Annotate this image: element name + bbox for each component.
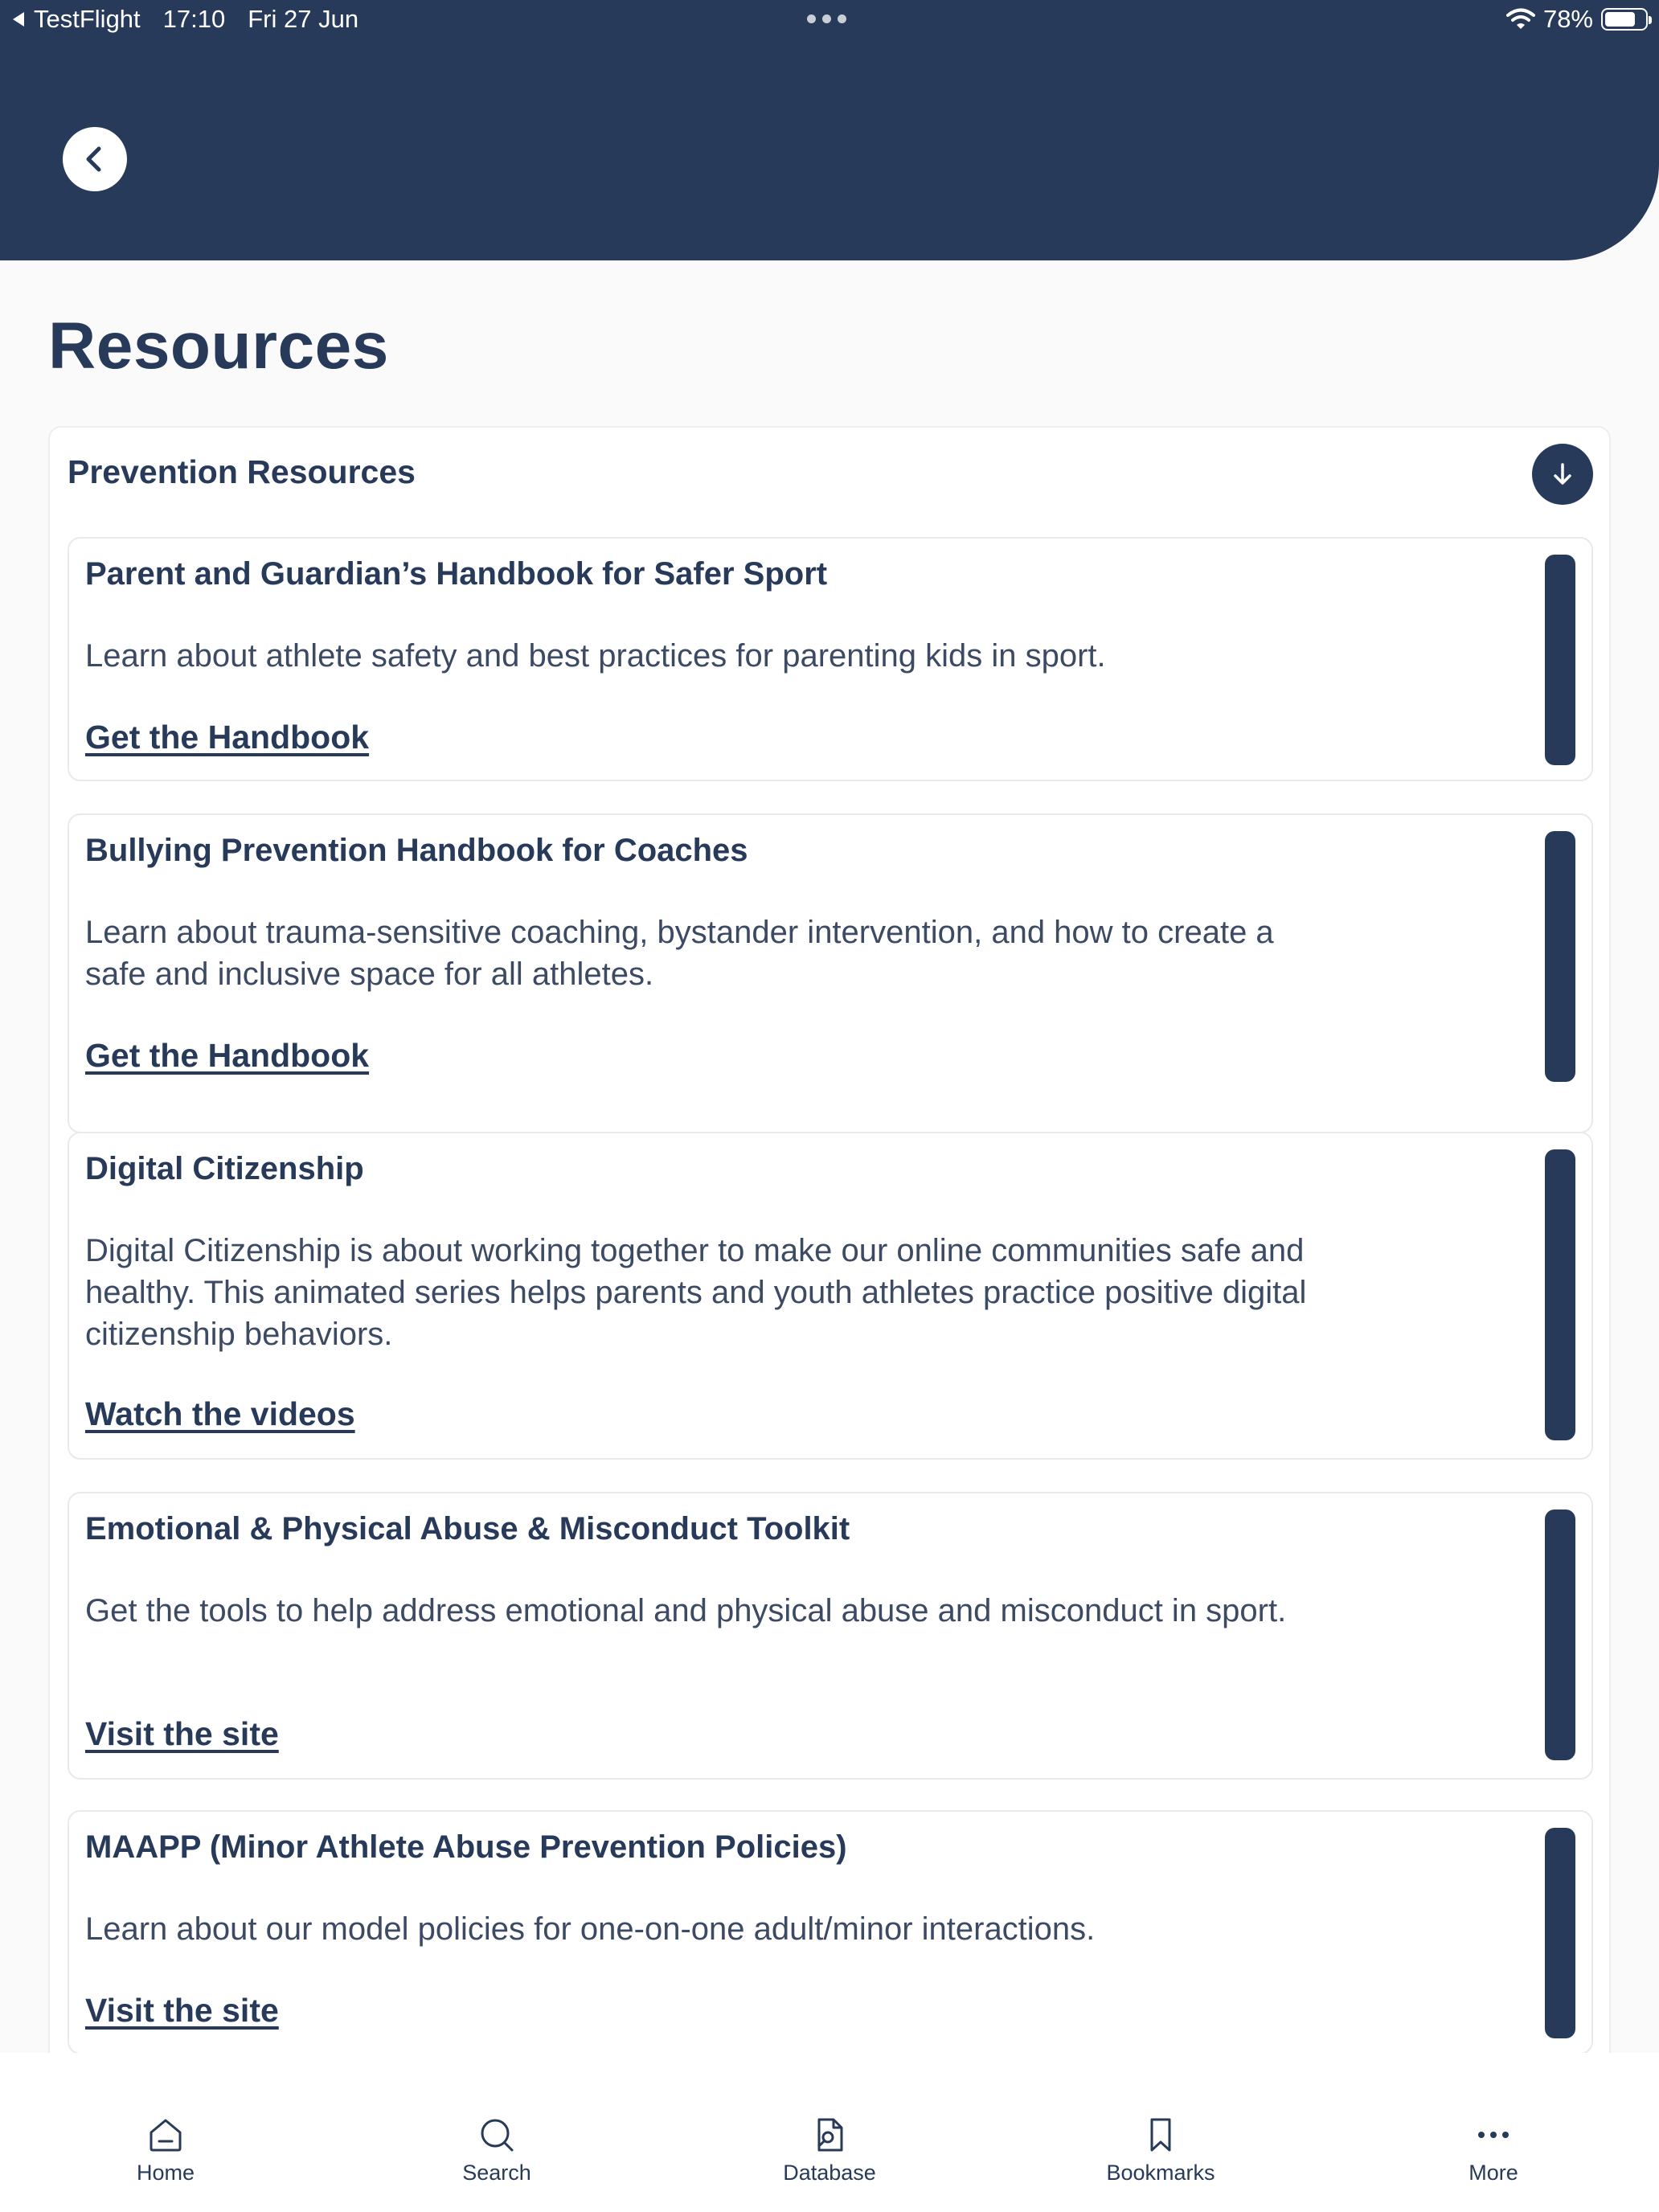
multitasking-dots-icon[interactable] xyxy=(807,14,846,23)
document-search-icon xyxy=(810,2116,849,2154)
resource-title: Bullying Prevention Handbook for Coaches xyxy=(85,833,748,868)
tab-home[interactable] xyxy=(45,2053,286,2212)
tab-more-label: More xyxy=(1469,2161,1518,2185)
tab-bookmarks[interactable] xyxy=(1040,2053,1281,2212)
resource-description: Get the tools to help address emotional and physical abuse and misconduct in sport. xyxy=(85,1593,1287,1628)
card-accent-bar xyxy=(1545,1149,1575,1440)
card-accent-bar xyxy=(1545,1509,1575,1760)
resource-card xyxy=(68,1492,1593,1780)
get-handbook-link[interactable]: Get the Handbook xyxy=(85,1037,370,1074)
watch-videos-link[interactable]: Watch the videos xyxy=(85,1395,355,1432)
card-accent-bar xyxy=(1545,1828,1575,2038)
resource-title: Parent and Guardian’s Handbook for Safer Sport xyxy=(85,556,828,592)
tab-database-label: Database xyxy=(783,2161,876,2185)
prevention-resources-panel xyxy=(48,426,1611,2114)
status-time: 17:10 xyxy=(162,5,226,33)
resource-card xyxy=(68,1810,1593,2054)
app-header xyxy=(0,0,1659,260)
resource-description: Learn about athlete safety and best practices for parenting kids in sport. xyxy=(85,638,1106,674)
card-accent-bar xyxy=(1545,555,1575,765)
resource-description: Digital Citizenship is about working together to make our online communities safe and healthy. This animated series helps parents and youth athletes practice positive digital citizenship behaviors. xyxy=(85,1233,1307,1352)
back-to-app-link[interactable] xyxy=(11,5,141,34)
section-header[interactable] xyxy=(50,428,1609,532)
card-accent-bar xyxy=(1545,831,1575,1082)
battery-percent: 78% xyxy=(1542,5,1593,33)
tab-bookmarks-label: Bookmarks xyxy=(1106,2161,1215,2185)
visit-site-link[interactable]: Visit the site xyxy=(85,1715,279,1752)
bottom-tab-bar xyxy=(0,2053,1659,2212)
status-bar-left xyxy=(11,5,358,34)
collapse-toggle-button[interactable] xyxy=(1532,444,1593,505)
resource-card xyxy=(68,813,1593,1133)
tab-search-label: Search xyxy=(462,2161,531,2185)
tab-more[interactable] xyxy=(1373,2053,1614,2212)
visit-site-link[interactable]: Visit the site xyxy=(85,1992,279,2029)
home-icon xyxy=(146,2116,185,2154)
back-triangle-icon xyxy=(11,11,26,27)
bookmark-icon xyxy=(1141,2116,1180,2154)
resource-title: Digital Citizenship xyxy=(85,1151,364,1186)
search-icon xyxy=(477,2116,516,2154)
resource-description: Learn about trauma-sensitive coaching, bystander intervention, and how to create a safe and inclusive space for all athletes. xyxy=(85,915,1274,992)
tab-search[interactable] xyxy=(376,2053,617,2212)
status-bar-right xyxy=(1506,5,1648,34)
back-button[interactable] xyxy=(63,127,127,191)
status-bar xyxy=(0,0,1659,40)
more-dots-icon xyxy=(1474,2116,1513,2154)
wifi-icon xyxy=(1506,8,1535,31)
chevron-left-icon xyxy=(79,143,111,175)
resource-title: MAAPP (Minor Athlete Abuse Prevention Policies) xyxy=(85,1829,847,1865)
page-title: Resources xyxy=(48,309,389,383)
tab-home-label: Home xyxy=(136,2161,195,2185)
resource-card xyxy=(68,1132,1593,1460)
arrow-down-icon xyxy=(1548,460,1577,489)
resource-card xyxy=(68,537,1593,781)
section-title: Prevention Resources xyxy=(68,453,416,490)
status-date: Fri 27 Jun xyxy=(248,5,359,33)
get-handbook-link[interactable]: Get the Handbook xyxy=(85,719,370,756)
back-app-label: TestFlight xyxy=(34,5,141,33)
tab-database[interactable] xyxy=(709,2053,950,2212)
battery-icon xyxy=(1601,8,1648,31)
resource-description: Learn about our model policies for one-on-one adult/minor interactions. xyxy=(85,1911,1096,1947)
resource-title: Emotional & Physical Abuse & Misconduct Toolkit xyxy=(85,1511,850,1546)
battery-level-fill xyxy=(1605,12,1635,27)
